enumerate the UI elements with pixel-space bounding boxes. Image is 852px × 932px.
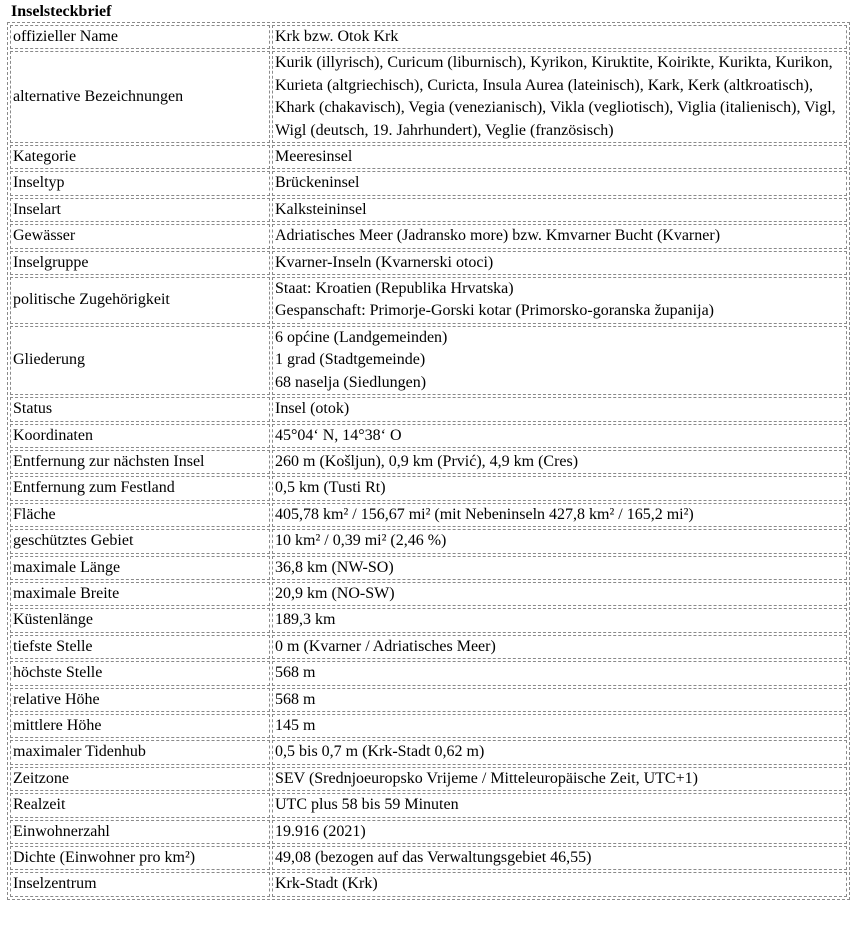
row-label: Realzeit — [10, 793, 270, 817]
row-value-line: Kalksteininsel — [275, 200, 367, 218]
table-row — [10, 846, 847, 870]
table-row — [10, 793, 847, 817]
row-value-line: 405,78 km² / 156,67 mi² (mit Nebeninseln 427,8 km² / 165,2 mi²) — [275, 505, 694, 523]
row-label: Einwohnerzahl — [10, 820, 270, 844]
row-value — [272, 476, 847, 500]
row-label: Status — [10, 397, 270, 421]
table-row — [10, 688, 847, 712]
row-value-line: Kvarner-Inseln (Kvarnerski otoci) — [275, 253, 494, 271]
table-row — [10, 145, 847, 169]
row-label: Inseltyp — [10, 171, 270, 195]
row-label: Inselzentrum — [10, 872, 270, 896]
row-value — [272, 198, 847, 222]
row-value-line: 20,9 km (NO-SW) — [275, 584, 395, 602]
table-row — [10, 326, 847, 395]
row-label: Dichte (Einwohner pro km²) — [10, 846, 270, 870]
row-label: Inselart — [10, 198, 270, 222]
table-row — [10, 582, 847, 606]
table-row — [10, 820, 847, 844]
row-value-line: 6 općine (Landgemeinden) — [275, 328, 448, 346]
row-value — [272, 872, 847, 896]
row-label: Gliederung — [10, 326, 270, 395]
row-value-line: 45°04‘ N, 14°38‘ O — [275, 426, 402, 444]
row-label: tiefste Stelle — [10, 635, 270, 659]
row-value-line: Staat: Kroatien (Republika Hrvatska) — [275, 280, 514, 298]
row-value-line: Brückeninsel — [275, 174, 360, 192]
row-label: Koordinaten — [10, 424, 270, 448]
table-row — [10, 397, 847, 421]
row-value — [272, 251, 847, 275]
row-value — [272, 556, 847, 580]
row-label: Kategorie — [10, 145, 270, 169]
row-label: mittlere Höhe — [10, 714, 270, 738]
table-row — [10, 171, 847, 195]
row-value — [272, 224, 847, 248]
row-value — [272, 582, 847, 606]
row-value-line: 49,08 (bezogen auf das Verwaltungsgebiet 46,55) — [275, 849, 592, 866]
row-value-line: 568 m — [275, 664, 316, 682]
table-row — [10, 556, 847, 580]
table-row — [10, 277, 847, 324]
row-label: offizieller Name — [10, 25, 270, 49]
table-row — [10, 635, 847, 659]
island-profile-table — [7, 22, 850, 900]
row-value-line: 0,5 km (Tusti Rt) — [275, 479, 386, 497]
table-row — [10, 661, 847, 685]
row-value-line: 189,3 km — [275, 611, 336, 629]
row-value-line: 10 km² / 0,39 mi² (2,46 %) — [275, 532, 447, 550]
table-row — [10, 529, 847, 553]
row-value-line: 68 naselja (Siedlungen) — [275, 373, 427, 391]
table-row — [10, 450, 847, 474]
row-label: maximale Länge — [10, 556, 270, 580]
row-value — [272, 767, 847, 791]
row-label: Inselgruppe — [10, 251, 270, 275]
row-label: Entfernung zum Festland — [10, 476, 270, 500]
row-value — [272, 740, 847, 764]
row-value — [272, 635, 847, 659]
table-row — [10, 424, 847, 448]
row-label: Küstenlänge — [10, 608, 270, 632]
table-body — [10, 25, 847, 897]
table-row — [10, 608, 847, 632]
table-row — [10, 872, 847, 896]
row-label: Fläche — [10, 503, 270, 527]
row-value-line: Adriatisches Meer (Jadransko more) bzw. Kmvarner Bucht (Kvarner) — [275, 227, 721, 245]
row-value — [272, 424, 847, 448]
row-value — [272, 145, 847, 169]
row-value — [272, 529, 847, 553]
table-row — [10, 767, 847, 791]
row-value — [272, 661, 847, 685]
table-row — [10, 714, 847, 738]
row-value-line: Insel (otok) — [275, 400, 350, 418]
row-value — [272, 793, 847, 817]
table-row — [10, 503, 847, 527]
row-label: Entfernung zur nächsten Insel — [10, 450, 270, 474]
row-label: Gewässer — [10, 224, 270, 248]
row-label: maximale Breite — [10, 582, 270, 606]
row-value — [272, 171, 847, 195]
row-value-line: SEV (Srednjoeuropsko Vrijeme / Mitteleuropäische Zeit, UTC+1) — [275, 769, 698, 787]
table-row — [10, 25, 847, 49]
row-value-line: 260 m (Košljun), 0,9 km (Prvić), 4,9 km (Cres) — [275, 452, 579, 470]
row-value-line: 0 m (Kvarner / Adriatisches Meer) — [275, 637, 496, 655]
row-label: politische Zugehörigkeit — [10, 277, 270, 324]
row-value — [272, 51, 847, 143]
row-value — [272, 714, 847, 738]
row-value — [272, 326, 847, 395]
row-value-line: 1 grad (Stadtgemeinde) — [275, 351, 426, 369]
row-value-line: Kurik (illyrisch), Curicum (liburnisch), Kyrikon, Kiruktite, Koirikte, Kurikta, Kurikon, Kurieta (altgriechisch), Curicta, Insula Aurea (lateinisch), Kark, Kerk (altkroatisch), Khark (chakavisch), Vegia (venezianisch), Vikla (vegliotisch), Viglia (italienisch), Vigl, Wigl (deutsch, 19. Jahrhundert), Veglie (französisch) — [275, 54, 836, 139]
row-value-line: 0,5 bis 0,7 m (Krk-Stadt 0,62 m) — [275, 743, 485, 761]
row-value-line: Krk-Stadt (Krk) — [275, 875, 378, 893]
row-value — [272, 846, 847, 870]
table-row — [10, 198, 847, 222]
row-value-line: 568 m — [275, 690, 316, 708]
row-value — [272, 25, 847, 49]
table-row — [10, 251, 847, 275]
row-value — [272, 503, 847, 527]
row-value-line: 145 m — [275, 716, 316, 734]
row-label: höchste Stelle — [10, 661, 270, 685]
row-value-line: Gespanschaft: Primorje-Gorski kotar (Primorsko-goranska županija) — [275, 302, 714, 320]
table-row — [10, 740, 847, 764]
row-value-line: 19.916 (2021) — [275, 822, 366, 840]
row-value-line: Meeresinsel — [275, 148, 353, 166]
row-value — [272, 277, 847, 324]
row-value — [272, 608, 847, 632]
row-label: relative Höhe — [10, 688, 270, 712]
row-value — [272, 688, 847, 712]
row-label: geschütztes Gebiet — [10, 529, 270, 553]
row-value — [272, 397, 847, 421]
table-row — [10, 476, 847, 500]
row-value-line: UTC plus 58 bis 59 Minuten — [275, 796, 459, 814]
table-row — [10, 224, 847, 248]
row-value-line: Krk bzw. Otok Krk — [275, 28, 399, 45]
table-caption: Inselsteckbrief — [11, 3, 112, 20]
row-value-line: 36,8 km (NW-SO) — [275, 558, 394, 576]
row-label: maximaler Tidenhub — [10, 740, 270, 764]
row-label: Zeitzone — [10, 767, 270, 791]
row-value — [272, 450, 847, 474]
row-label: alternative Bezeichnungen — [10, 51, 270, 143]
table-row — [10, 51, 847, 143]
row-value — [272, 820, 847, 844]
